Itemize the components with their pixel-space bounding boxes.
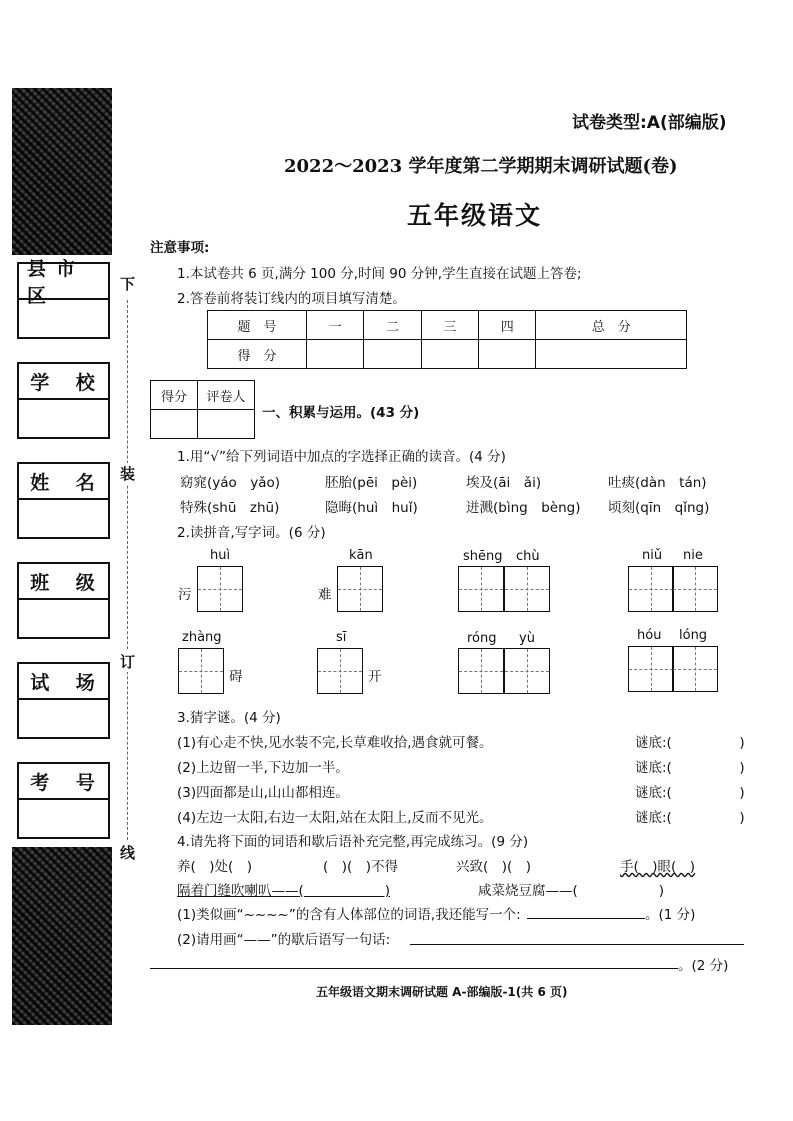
pinyin-label: nie (683, 548, 703, 563)
grader-score-cell[interactable] (151, 410, 198, 439)
field-box-exam-number[interactable] (17, 762, 110, 839)
section-title: 一、积累与运用。(43 分) (262, 405, 420, 421)
answer-line[interactable] (410, 944, 744, 945)
cut-mark: 下 (120, 275, 136, 293)
grader-name-cell[interactable] (198, 410, 255, 439)
cut-mark: 线 (120, 844, 136, 862)
writing-grid-cell[interactable] (672, 566, 718, 612)
riddle-answer[interactable]: 谜底:( ) (635, 735, 745, 751)
security-pattern-top (12, 88, 112, 255)
score-table (207, 310, 687, 369)
pinyin-choice[interactable]: 窈窕(yáo yǎo) (180, 475, 281, 491)
pinyin-label: lóng (679, 628, 708, 643)
question-stem: 3.猜字谜。(4 分) (177, 710, 281, 726)
pinyin-label: chù (516, 549, 540, 564)
score-header-cell: 四 (479, 311, 536, 340)
fill-word[interactable]: 手( )眼( ) (620, 859, 696, 875)
riddle: (1)有心走不快,见水装不完,长草难收拾,遇食就可餐。 (177, 735, 493, 751)
field-box-name[interactable] (17, 462, 110, 539)
riddle-answer[interactable]: 谜底:( ) (635, 785, 745, 801)
writing-grid-cell[interactable] (672, 646, 718, 692)
field-box-exam-room[interactable] (17, 662, 110, 739)
grader-name-label: 评卷人 (198, 381, 255, 410)
pinyin-choice[interactable]: 埃及(āi ǎi) (466, 475, 542, 491)
pinyin-choice[interactable]: 隐晦(huì huǐ) (325, 500, 418, 516)
field-box-school[interactable] (17, 362, 110, 439)
pinyin-label: huì (210, 548, 231, 563)
score-cell[interactable] (364, 340, 421, 369)
field-label: 学 校 (19, 364, 108, 400)
xiehouyu[interactable]: 隔着门缝吹喇叭——( ) (177, 883, 391, 899)
word-prefix: 难 (318, 587, 332, 603)
sub-question: (1)类似画“~~~~”的含有人体部位的词语,我还能写一个: (177, 907, 521, 923)
cut-mark: 装 (120, 465, 136, 483)
writing-grid-cell[interactable] (628, 566, 674, 612)
field-label: 班 级 (19, 564, 108, 600)
field-label: 考 号 (19, 764, 108, 800)
score-cell[interactable] (307, 340, 364, 369)
writing-grid-cell[interactable] (458, 648, 504, 694)
score-header-cell: 总 分 (536, 311, 687, 340)
word-suffix: 碍 (229, 669, 243, 685)
pinyin-choice[interactable]: 迸溅(bìng bèng) (466, 500, 581, 516)
score-header-cell: 一 (307, 311, 364, 340)
grader-box (150, 380, 255, 439)
sub-question: (2)请用画“——”的歇后语写一句话: (177, 932, 391, 948)
field-box-class[interactable] (17, 562, 110, 639)
score-header-cell: 题 号 (208, 311, 307, 340)
exam-title: 2022～2023 学年度第二学期期末调研试题(卷) (284, 156, 678, 177)
field-label: 姓 名 (19, 464, 108, 500)
xiehouyu[interactable]: 咸菜烧豆腐——( ) (478, 883, 665, 899)
score-row-label: 得 分 (208, 340, 307, 369)
question-stem: 1.用“√”给下列词语中加点的字选择正确的读音。(4 分) (177, 449, 506, 465)
cut-mark: 订 (120, 653, 136, 671)
question-stem: 4.请先将下面的词语和歇后语补充完整,再完成练习。(9 分) (177, 834, 529, 850)
writing-grid-cell[interactable] (317, 648, 363, 694)
writing-grid-cell[interactable] (504, 566, 550, 612)
writing-grid-cell[interactable] (504, 648, 550, 694)
field-label: 县市区 (19, 264, 108, 300)
pinyin-label: sī (336, 630, 347, 645)
notice-item: 1.本试卷共 6 页,满分 100 分,时间 90 分钟,学生直接在试题上答卷; (177, 266, 582, 282)
fill-word[interactable]: 养( )处( ) (177, 859, 253, 875)
answer-line[interactable] (527, 918, 645, 919)
score-header-cell: 三 (421, 311, 478, 340)
grader-score-label: 得分 (151, 381, 198, 410)
score-cell[interactable] (421, 340, 478, 369)
pinyin-label: róng (467, 631, 497, 646)
sub-question-score: 。(1 分) (645, 907, 696, 923)
subject-title: 五年级语文 (407, 201, 543, 230)
word-suffix: 开 (368, 669, 382, 685)
fill-word[interactable]: 兴致( )( ) (456, 859, 532, 875)
pinyin-label: kān (349, 548, 373, 563)
field-box-county[interactable] (17, 258, 110, 339)
sub-question-score: 。(2 分) (678, 958, 729, 974)
pinyin-label: yù (519, 631, 535, 646)
notice-heading: 注意事项: (150, 240, 210, 256)
writing-grid-cell[interactable] (178, 648, 224, 694)
fill-word[interactable]: ( )( )不得 (323, 859, 399, 875)
riddle-answer[interactable]: 谜底:( ) (635, 760, 745, 776)
pinyin-label: shēng (463, 549, 503, 564)
score-cell[interactable] (479, 340, 536, 369)
field-label: 试 场 (19, 664, 108, 700)
pinyin-label: zhàng (182, 630, 222, 645)
writing-grid-cell[interactable] (628, 646, 674, 692)
pinyin-label: hóu (637, 628, 662, 643)
pinyin-choice[interactable]: 胚胎(pēi pèi) (325, 475, 418, 491)
binding-line (127, 300, 128, 860)
pinyin-label: niǔ (642, 548, 663, 563)
pinyin-choice[interactable]: 顷刻(qīn qǐng) (608, 500, 710, 516)
security-pattern-bottom (12, 847, 112, 1025)
pinyin-choice[interactable]: 特殊(shū zhū) (180, 500, 280, 516)
notice-item: 2.答卷前将装订线内的项目填写清楚。 (177, 291, 406, 307)
word-prefix: 污 (178, 587, 192, 603)
score-cell[interactable] (536, 340, 687, 369)
pinyin-choice[interactable]: 吐痰(dàn tán) (608, 475, 707, 491)
riddle: (3)四面都是山,山山都相连。 (177, 785, 349, 801)
riddle-answer[interactable]: 谜底:( ) (635, 810, 745, 826)
page-footer: 五年级语文期末调研试题 A-部编版-1(共 6 页) (316, 985, 568, 999)
paper-type: 试卷类型:A(部编版) (572, 113, 727, 133)
writing-grid-cell[interactable] (458, 566, 504, 612)
answer-line[interactable] (150, 968, 678, 969)
writing-grid-cell[interactable] (197, 566, 243, 612)
question-stem: 2.读拼音,写字词。(6 分) (177, 525, 326, 541)
riddle: (4)左边一太阳,右边一太阳,站在太阳上,反而不见光。 (177, 810, 493, 826)
writing-grid-cell[interactable] (337, 566, 383, 612)
score-header-cell: 二 (364, 311, 421, 340)
riddle: (2)上边留一半,下边加一半。 (177, 760, 349, 776)
